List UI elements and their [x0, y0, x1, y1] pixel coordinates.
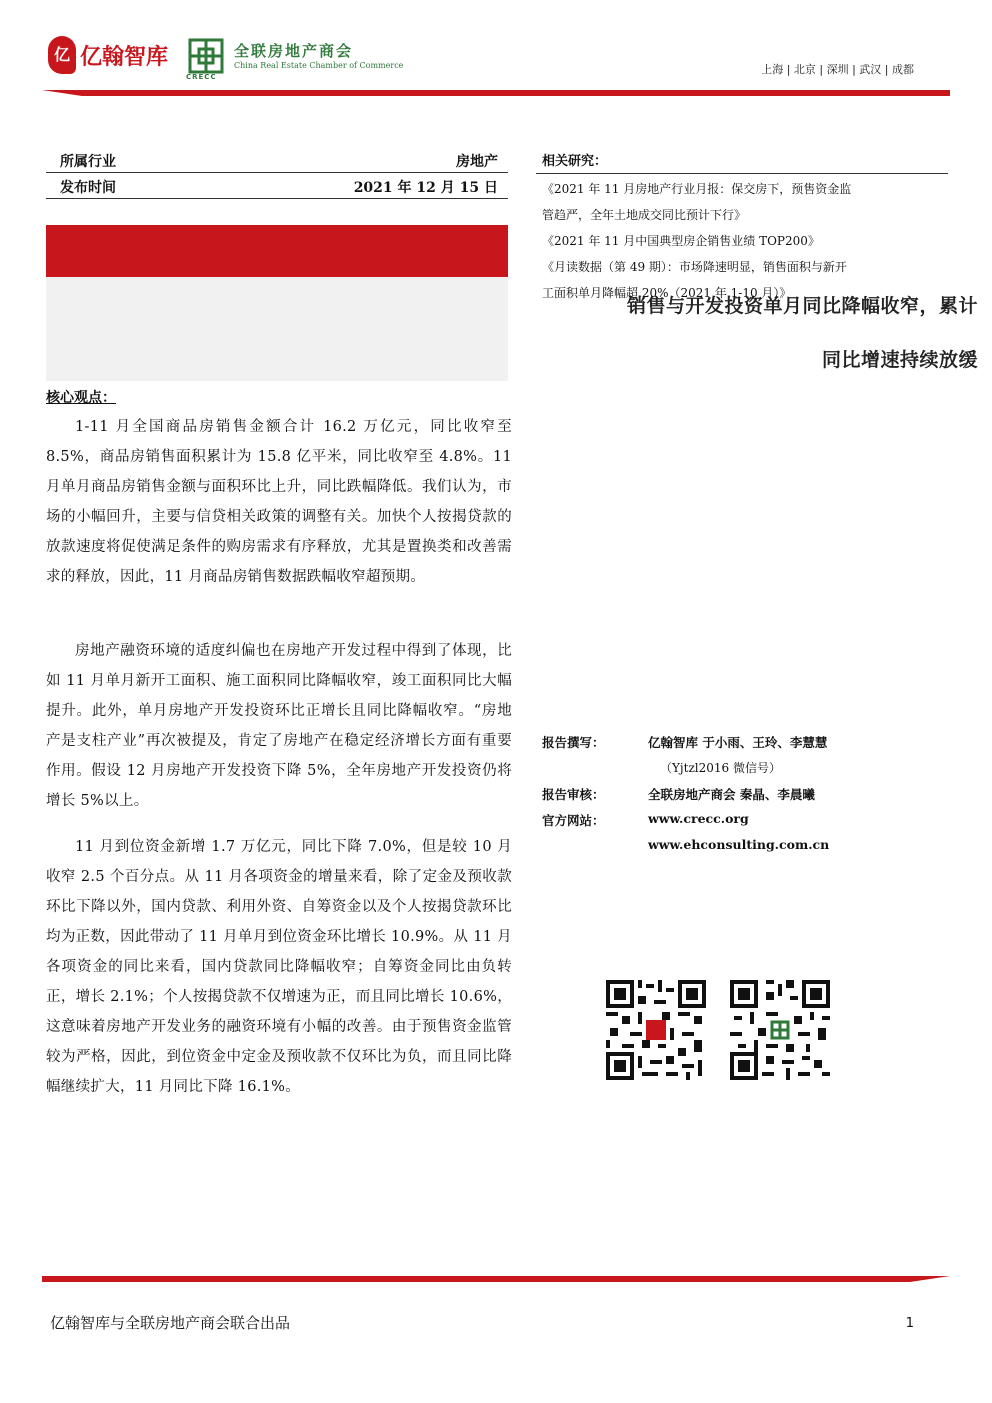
footer-rule [42, 1276, 950, 1282]
core-paragraph-3: 11 月到位资金新增 1.7 万亿元，同比下降 7.0%，但是较 10 月收窄 2.5 个百分点。从 11 月各项资金的增量来看，除了定金及预收款环比下降以外，国内贷款、利用外资、自筹资金以及个人按揭贷款环比均为正数，因此带动了 11 月单月到位资金环比增长 10.9%。从 11 月各项资金的同比来看，国内贷款同比降幅收窄；自筹资金同比由负转正，增长 2.1%；个人按揭贷款不仅增速为正，而且同比增长 10.6%，这意味着房地产开发业务的融资环境有小幅的改善。由于预售资金监管较为严格，因此，到位资金中定金及预收款不仅环比为负，而且同比降幅继续扩大，11 月同比下降 16.1%。 [46, 839, 512, 1095]
website-label: 官方网站： [542, 813, 605, 828]
related-item[interactable]: 《2021 年 11 月房地产行业月报：保交房下，预售资金监管趋严，全年土地成交同比预计下行》 [542, 182, 852, 222]
industry-label: 所属行业 [60, 154, 116, 170]
yihan-logo-icon: 亿 [48, 36, 76, 74]
footer-publisher: 亿翰智库与全联房地产商会联合出品 [50, 1314, 291, 1332]
related-research-heading: 相关研究： [542, 154, 608, 169]
date-label: 发布时间 [60, 180, 116, 196]
meta-industry-row [46, 148, 508, 171]
core-paragraph-2: 房地产融资环境的适度纠偏也在房地产开发过程中得到了体现，比如 11 月单月新开工面积、施工面积同比降幅收窄，竣工面积同比大幅提升。此外，单月房地产开发投资环比正增长且同比降幅收窄。“房地产是支柱产业”再次被提及，肯定了房地产在稳定经济增长方面有重要作用。假设 12 月房地产开发投资下降 5%，全年房地产开发投资仍将增长 5%以上。 [46, 643, 512, 809]
related-item[interactable]: 《月读数据（第 49 期）：市场降速明显，销售面积与新开工面积单月降幅超 20%（2021 年 1-10 月）》 [542, 260, 847, 300]
crecc-logo-name: 全联房地产商会 [234, 42, 354, 60]
industry-value: 房地产 [456, 154, 498, 170]
wechat-note: （Yjtzl2016 微信号） [660, 761, 781, 775]
author-label: 报告撰写： [542, 735, 605, 750]
qr-code-icon [606, 980, 706, 1080]
related-item[interactable]: 《2021 年 11 月中国典型房企销售业绩 TOP200》 [542, 234, 820, 248]
website-link-eh[interactable]: www.ehconsulting.com.cn [648, 837, 830, 852]
author-value: 亿翰智库 于小雨、王玲、李慧慧 [648, 735, 828, 750]
qr-code-icon [730, 980, 830, 1080]
page-number: 1 [905, 1316, 914, 1331]
website-link-crecc[interactable]: www.crecc.org [648, 811, 749, 826]
yihan-logo-text: 亿翰智库 [80, 45, 169, 70]
title-box [46, 277, 508, 381]
meta-divider [46, 198, 508, 199]
reviewer-label: 报告审核： [542, 787, 605, 802]
header-rule [42, 90, 950, 96]
core-paragraph-1: 1-11 月全国商品房销售金额合计 16.2 万亿元，同比收窄至 8.5%，商品房销售面积累计为 15.8 亿平米，同比收窄至 4.8%。11 月单月商品房销售金额与面积环比上升，同比跌幅降低。我们认为，市场的小幅回升，主要与信贷相关政策的调整有关。加快个人按揭贷款的放款速度将促使满足条件的购房需求有序释放，尤其是置换类和改善需求的释放，因此，11 月商品房销售数据跌幅收窄超预期。 [46, 419, 512, 585]
report-title-line1: 销售与开发投资单月同比降幅收窄，累计 [626, 295, 978, 317]
related-divider [536, 173, 948, 174]
related-research-list [542, 176, 857, 306]
crecc-logo-english: China Real Estate Chamber of Commerce [234, 61, 404, 70]
crecc-logo-icon [188, 38, 224, 74]
meta-date-row [46, 174, 508, 197]
title-red-band [46, 225, 508, 277]
date-value: 2021 年 12 月 15 日 [353, 180, 498, 196]
core-views-heading: 核心观点： [46, 390, 116, 406]
crecc-logo-sub: CRECC [186, 73, 217, 81]
report-title-line2: 同比增速持续放缓 [821, 349, 978, 371]
meta-divider [46, 172, 508, 173]
office-cities: 上海 | 北京 | 深圳 | 武汉 | 成都 [761, 63, 914, 76]
reviewer-value: 全联房地产商会 秦晶、李晨曦 [648, 787, 815, 802]
